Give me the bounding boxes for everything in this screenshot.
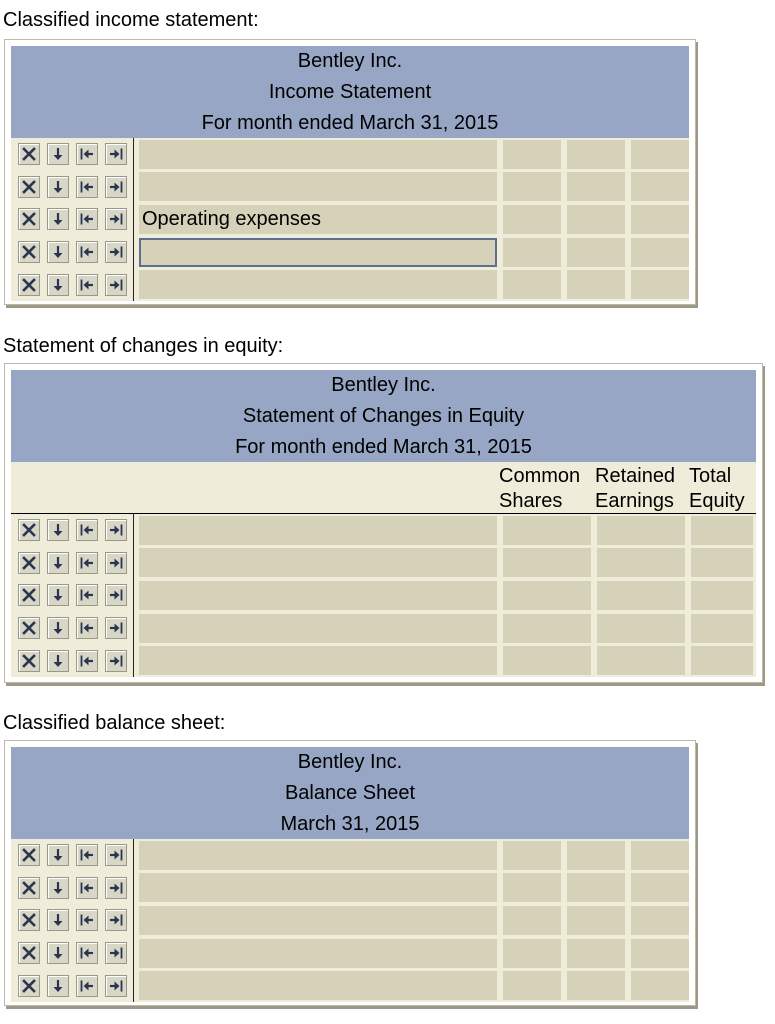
amount-input-2[interactable] <box>597 581 685 610</box>
outdent-row-button[interactable] <box>76 208 98 230</box>
amount-input-2[interactable] <box>567 238 625 267</box>
amount-input-1[interactable] <box>503 172 561 201</box>
statement-title: Balance Sheet <box>284 781 416 804</box>
delete-x-icon <box>21 847 37 863</box>
outdent-row-button[interactable] <box>76 584 98 606</box>
delete-x-icon <box>21 945 37 961</box>
amount-input-1[interactable] <box>503 581 591 610</box>
indent-row-button[interactable] <box>105 909 127 931</box>
delete-x-icon <box>21 244 37 260</box>
arrow-down-icon <box>50 978 66 994</box>
indent-row-button[interactable] <box>105 143 127 165</box>
company-name: Bentley Inc. <box>297 751 403 774</box>
account-label-input[interactable] <box>139 238 497 267</box>
arrow-down-icon <box>50 179 66 195</box>
arrow-right-icon <box>108 847 124 863</box>
account-label-input[interactable] <box>139 516 497 545</box>
row-controls <box>11 937 134 970</box>
amount-input-1[interactable] <box>503 548 591 577</box>
arrow-right-icon <box>108 277 124 293</box>
statement-title: Income Statement <box>268 80 432 103</box>
account-label-input[interactable]: Operating expenses <box>139 205 497 234</box>
move-row-down-button[interactable] <box>47 975 69 997</box>
column-header-retained-earnings: Retained Earnings <box>595 465 676 512</box>
arrow-right-icon <box>108 653 124 669</box>
statement-period: March 31, 2015 <box>280 812 420 835</box>
move-row-down-button[interactable] <box>47 844 69 866</box>
delete-row-button[interactable] <box>18 519 40 541</box>
delete-x-icon <box>21 277 37 293</box>
arrow-down-icon <box>50 912 66 928</box>
outdent-row-button[interactable] <box>76 877 98 899</box>
indent-row-button[interactable] <box>105 975 127 997</box>
table-row <box>11 872 689 905</box>
outdent-row-button[interactable] <box>76 909 98 931</box>
delete-row-button[interactable] <box>18 650 40 672</box>
statement-title: Statement of Changes in Equity <box>242 404 525 427</box>
account-label-input[interactable] <box>139 841 497 870</box>
row-controls <box>11 872 134 905</box>
income-statement-rows <box>11 138 689 301</box>
equity-statement-caption: Statement of changes in equity: <box>3 335 284 357</box>
arrow-right-icon <box>108 620 124 636</box>
row-controls <box>11 547 134 580</box>
outdent-row-button[interactable] <box>76 552 98 574</box>
move-row-down-button[interactable] <box>47 208 69 230</box>
account-label-input[interactable] <box>139 971 497 1000</box>
delete-row-button[interactable] <box>18 844 40 866</box>
amount-input-1[interactable] <box>503 939 561 968</box>
move-row-down-button[interactable] <box>47 143 69 165</box>
row-controls <box>11 268 134 301</box>
amount-input-3[interactable] <box>631 270 689 299</box>
outdent-row-button[interactable] <box>76 975 98 997</box>
statement-period: For month ended March 31, 2015 <box>235 435 532 458</box>
amount-input-2[interactable] <box>567 971 625 1000</box>
delete-x-icon <box>21 555 37 571</box>
table-row <box>11 547 756 580</box>
amount-input-1[interactable] <box>503 906 561 935</box>
move-row-down-button[interactable] <box>47 650 69 672</box>
account-label-input[interactable] <box>139 873 497 902</box>
arrow-left-icon <box>79 945 95 961</box>
arrow-left-icon <box>79 522 95 538</box>
indent-row-button[interactable] <box>105 617 127 639</box>
amount-input-1[interactable] <box>503 238 561 267</box>
arrow-down-icon <box>50 522 66 538</box>
amount-input-3[interactable] <box>691 581 753 610</box>
equity-statement-rows <box>11 514 756 677</box>
delete-row-button[interactable] <box>18 909 40 931</box>
amount-input-3[interactable] <box>631 841 689 870</box>
row-controls <box>11 236 134 269</box>
arrow-left-icon <box>79 587 95 603</box>
balance-sheet-rows <box>11 839 689 1002</box>
table-row <box>11 236 689 269</box>
row-controls <box>11 839 134 872</box>
table-row <box>11 171 689 204</box>
arrow-down-icon <box>50 211 66 227</box>
arrow-left-icon <box>79 978 95 994</box>
outdent-row-button[interactable] <box>76 844 98 866</box>
row-controls <box>11 644 134 677</box>
delete-x-icon <box>21 146 37 162</box>
arrow-down-icon <box>50 277 66 293</box>
amount-input-3[interactable] <box>631 873 689 902</box>
table-row <box>11 514 756 547</box>
arrow-right-icon <box>108 146 124 162</box>
arrow-right-icon <box>108 880 124 896</box>
delete-row-button[interactable] <box>18 552 40 574</box>
amount-input-3[interactable] <box>631 906 689 935</box>
outdent-row-button[interactable] <box>76 241 98 263</box>
amount-input-2[interactable] <box>567 205 625 234</box>
balance-sheet-header <box>11 747 689 839</box>
income-statement-caption: Classified income statement: <box>3 9 259 31</box>
outdent-row-button[interactable] <box>76 143 98 165</box>
delete-x-icon <box>21 653 37 669</box>
move-row-down-button[interactable] <box>47 274 69 296</box>
amount-input-3[interactable] <box>691 548 753 577</box>
move-row-down-button[interactable] <box>47 519 69 541</box>
arrow-right-icon <box>108 587 124 603</box>
delete-row-button[interactable] <box>18 241 40 263</box>
arrow-left-icon <box>79 277 95 293</box>
table-row <box>11 839 689 872</box>
amount-input-3[interactable] <box>631 205 689 234</box>
amount-input-2[interactable] <box>567 140 625 169</box>
amount-input-2[interactable] <box>597 516 685 545</box>
delete-x-icon <box>21 522 37 538</box>
arrow-left-icon <box>79 244 95 260</box>
amount-input-1[interactable] <box>503 841 561 870</box>
table-row <box>11 937 689 970</box>
amount-input-1[interactable] <box>503 971 561 1000</box>
column-header-common-shares: Common Shares <box>499 465 581 512</box>
indent-row-button[interactable] <box>105 844 127 866</box>
amount-input-1[interactable] <box>503 140 561 169</box>
row-controls <box>11 138 134 171</box>
arrow-left-icon <box>79 179 95 195</box>
amount-input-2[interactable] <box>567 906 625 935</box>
row-controls <box>11 579 134 612</box>
move-row-down-button[interactable] <box>47 909 69 931</box>
account-label-input[interactable] <box>139 172 497 201</box>
row-controls <box>11 203 134 236</box>
amount-input-2[interactable] <box>567 841 625 870</box>
delete-row-button[interactable] <box>18 176 40 198</box>
move-row-down-button[interactable] <box>47 176 69 198</box>
account-label-input[interactable] <box>139 646 497 675</box>
arrow-down-icon <box>50 587 66 603</box>
arrow-right-icon <box>108 179 124 195</box>
account-label-input[interactable] <box>139 140 497 169</box>
company-name: Bentley Inc. <box>331 374 436 397</box>
delete-row-button[interactable] <box>18 617 40 639</box>
delete-x-icon <box>21 587 37 603</box>
delete-row-button[interactable] <box>18 584 40 606</box>
table-row <box>11 268 689 301</box>
equity-statement-panel <box>4 363 763 683</box>
move-row-down-button[interactable] <box>47 552 69 574</box>
amount-input-1[interactable] <box>503 646 591 675</box>
delete-row-button[interactable] <box>18 975 40 997</box>
amount-input-3[interactable] <box>691 646 753 675</box>
indent-row-button[interactable] <box>105 208 127 230</box>
equity-statement-header <box>11 370 756 462</box>
arrow-left-icon <box>79 912 95 928</box>
arrow-down-icon <box>50 555 66 571</box>
indent-row-button[interactable] <box>105 552 127 574</box>
amount-input-3[interactable] <box>631 939 689 968</box>
arrow-left-icon <box>79 555 95 571</box>
indent-row-button[interactable] <box>105 241 127 263</box>
amount-input-3[interactable] <box>631 238 689 267</box>
outdent-row-button[interactable] <box>76 176 98 198</box>
statement-period: For month ended March 31, 2015 <box>201 111 499 134</box>
arrow-left-icon <box>79 620 95 636</box>
account-label-input[interactable] <box>139 614 497 643</box>
arrow-right-icon <box>108 522 124 538</box>
delete-x-icon <box>21 978 37 994</box>
table-row <box>11 138 689 171</box>
delete-row-button[interactable] <box>18 942 40 964</box>
delete-x-icon <box>21 620 37 636</box>
account-label-input[interactable] <box>139 939 497 968</box>
table-row <box>11 579 756 612</box>
column-header-total-equity: Total Equity <box>689 465 745 512</box>
arrow-down-icon <box>50 146 66 162</box>
account-label-input[interactable] <box>139 270 497 299</box>
row-controls <box>11 612 134 645</box>
delete-x-icon <box>21 211 37 227</box>
amount-input-1[interactable] <box>503 270 561 299</box>
arrow-left-icon <box>79 653 95 669</box>
amount-input-2[interactable] <box>597 646 685 675</box>
amount-input-3[interactable] <box>631 172 689 201</box>
arrow-right-icon <box>108 945 124 961</box>
indent-row-button[interactable] <box>105 584 127 606</box>
amount-input-1[interactable] <box>503 873 561 902</box>
table-row <box>11 612 756 645</box>
indent-row-button[interactable] <box>105 176 127 198</box>
indent-row-button[interactable] <box>105 274 127 296</box>
income-statement-header <box>11 46 689 138</box>
amount-input-2[interactable] <box>567 873 625 902</box>
company-name: Bentley Inc. <box>297 50 403 73</box>
arrow-right-icon <box>108 211 124 227</box>
arrow-left-icon <box>79 880 95 896</box>
table-row <box>11 644 756 677</box>
delete-row-button[interactable] <box>18 274 40 296</box>
indent-row-button[interactable] <box>105 942 127 964</box>
amount-input-2[interactable] <box>567 939 625 968</box>
arrow-down-icon <box>50 880 66 896</box>
row-controls <box>11 171 134 204</box>
arrow-down-icon <box>50 244 66 260</box>
arrow-down-icon <box>50 847 66 863</box>
amount-input-1[interactable] <box>503 205 561 234</box>
amount-input-2[interactable] <box>597 614 685 643</box>
arrow-down-icon <box>50 653 66 669</box>
row-controls <box>11 514 134 547</box>
arrow-right-icon <box>108 978 124 994</box>
amount-input-1[interactable] <box>503 516 591 545</box>
amount-input-3[interactable] <box>631 140 689 169</box>
row-controls <box>11 904 134 937</box>
arrow-right-icon <box>108 555 124 571</box>
move-row-down-button[interactable] <box>47 241 69 263</box>
income-statement-panel <box>4 39 696 305</box>
outdent-row-button[interactable] <box>76 650 98 672</box>
amount-input-2[interactable] <box>597 548 685 577</box>
outdent-row-button[interactable] <box>76 274 98 296</box>
amount-input-3[interactable] <box>631 971 689 1000</box>
move-row-down-button[interactable] <box>47 877 69 899</box>
amount-input-3[interactable] <box>691 614 753 643</box>
arrow-down-icon <box>50 945 66 961</box>
delete-x-icon <box>21 179 37 195</box>
account-label-input[interactable] <box>139 581 497 610</box>
indent-row-button[interactable] <box>105 650 127 672</box>
amount-input-1[interactable] <box>503 614 591 643</box>
arrow-right-icon <box>108 244 124 260</box>
table-row <box>11 904 689 937</box>
indent-row-button[interactable] <box>105 877 127 899</box>
move-row-down-button[interactable] <box>47 617 69 639</box>
delete-x-icon <box>21 880 37 896</box>
account-label-input[interactable] <box>139 906 497 935</box>
balance-sheet-caption: Classified balance sheet: <box>3 712 226 734</box>
outdent-row-button[interactable] <box>76 519 98 541</box>
amount-input-3[interactable] <box>691 516 753 545</box>
indent-row-button[interactable] <box>105 519 127 541</box>
balance-sheet-panel <box>4 740 696 1006</box>
row-controls <box>11 969 134 1002</box>
delete-row-button[interactable] <box>18 208 40 230</box>
table-row <box>11 969 689 1002</box>
arrow-left-icon <box>79 211 95 227</box>
account-label-input[interactable] <box>139 548 497 577</box>
delete-row-button[interactable] <box>18 877 40 899</box>
outdent-row-button[interactable] <box>76 617 98 639</box>
table-row <box>11 203 689 236</box>
move-row-down-button[interactable] <box>47 584 69 606</box>
outdent-row-button[interactable] <box>76 942 98 964</box>
arrow-down-icon <box>50 620 66 636</box>
arrow-right-icon <box>108 912 124 928</box>
equity-column-headers <box>11 462 756 514</box>
delete-x-icon <box>21 912 37 928</box>
arrow-left-icon <box>79 847 95 863</box>
amount-input-2[interactable] <box>567 270 625 299</box>
amount-input-2[interactable] <box>567 172 625 201</box>
arrow-left-icon <box>79 146 95 162</box>
delete-row-button[interactable] <box>18 143 40 165</box>
move-row-down-button[interactable] <box>47 942 69 964</box>
